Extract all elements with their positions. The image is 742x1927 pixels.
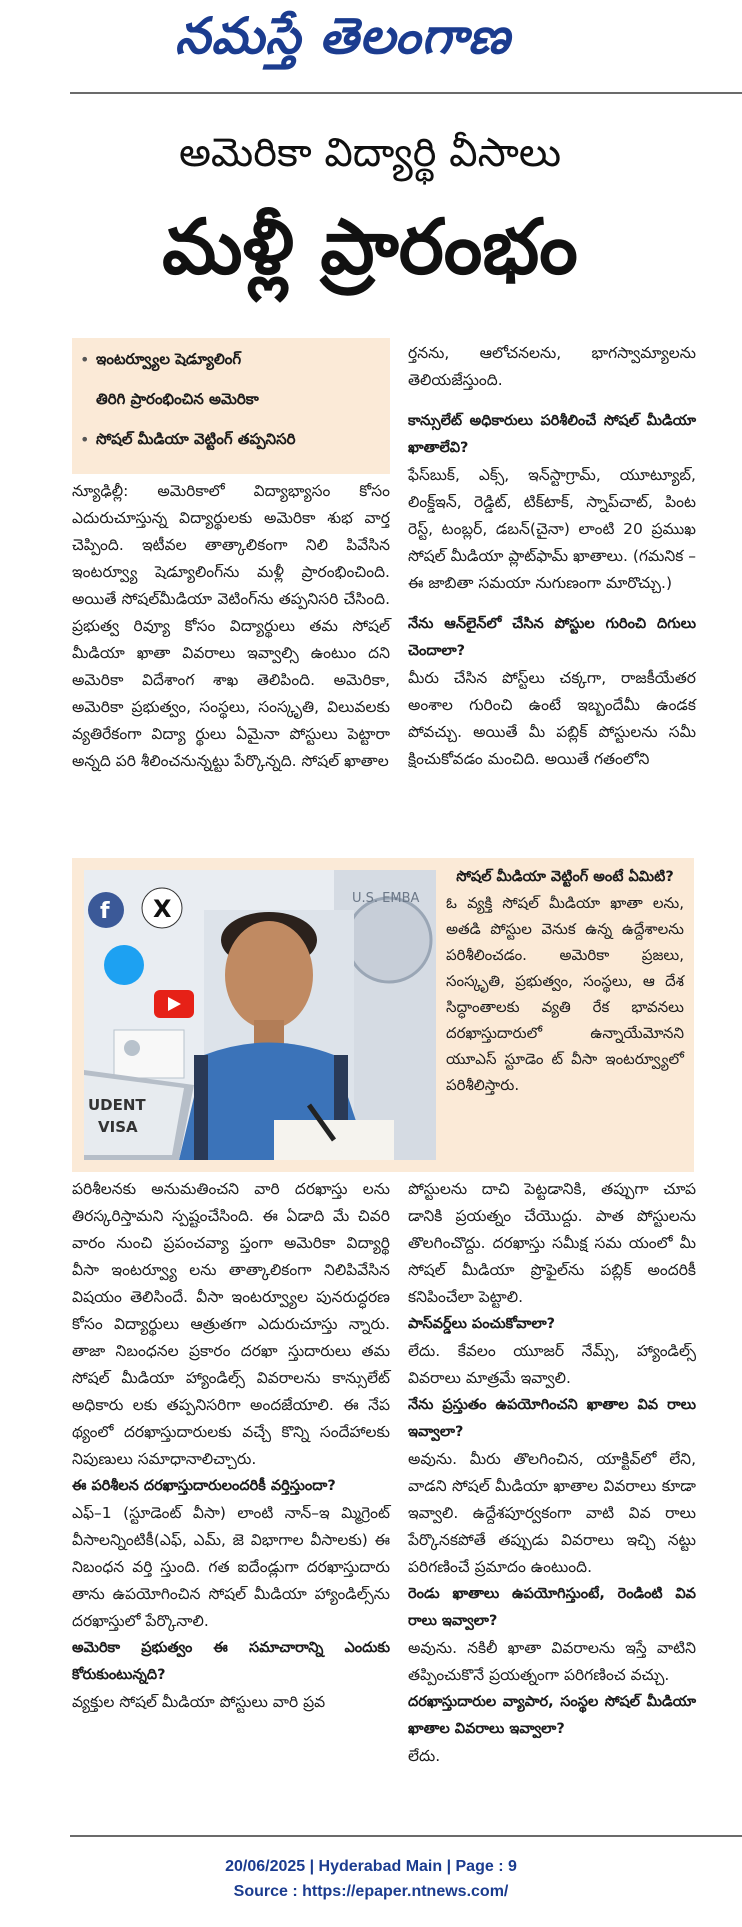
body-paragraph: పోస్టులను దాచి పెట్టడానికి, తప్పుగా చూప డానికి ప్రయత్నం చేయొద్దు. పాత పోస్టులను తొలగించొద్దు. దరఖాస్తు సమీక్ష సమ యంలో మీ సోషల్ మీడియా ప్రొఫైల్‌ను పబ్లిక్ అందరికీ కనిపించేలా పెట్టాలి. xyxy=(408,1180,696,1306)
article-headline: మళ్లీ ప్రారంభం xyxy=(162,202,578,291)
newspaper-logo: నమస్తే తెలంగాణ xyxy=(175,6,511,65)
column-1-top xyxy=(72,478,390,775)
footer-source-link[interactable]: Source : https://epaper.ntnews.com/ xyxy=(233,1883,509,1900)
column-1-bottom xyxy=(72,1176,390,1716)
column-2-top xyxy=(408,340,696,773)
body-paragraph: ర్తనను, ఆలోచనలను, భాగస్వామ్యాలను తెలియజేస్తుంది. xyxy=(408,344,696,389)
student-face xyxy=(225,921,313,1029)
highlights-box xyxy=(72,338,390,474)
feature-title: సోషల్ మీడియా వెట్టింగ్ అంటే ఏమిటి? xyxy=(456,869,674,885)
question-heading: దరఖాస్తుదారుల వ్యాపార, సంస్థల సోషల్ మీడియా ఖాతాల వివరాలు ఇవ్వాలా? xyxy=(408,1694,696,1737)
answer-paragraph: లేదు. కేవలం యూజర్ నేమ్స్, హ్యాండిల్స్ వివరాలు మాత్రమే ఇవ్వాలి. xyxy=(408,1342,696,1387)
question-heading: అమెరికా ప్రభుత్వం ఈ సమాచారాన్ని ఎందుకు కోరుకుంటున్నది? xyxy=(72,1640,390,1683)
feature-text xyxy=(446,864,684,1098)
column-2-bottom xyxy=(408,1176,696,1770)
bullet-icon: • xyxy=(80,430,90,449)
answer-paragraph: మీరు చేసిన పోస్ట్‌లు చక్కగా, రాజకీయేతర అంశాల గురించి ఉంటే ఇబ్బందేమీ ఉండక పోవచ్చు. అయితే మీ పబ్లిక్ పోస్టులను సమీ క్షించుకోవడం మంచిది. అయితే గతంలోని xyxy=(408,669,696,768)
answer-paragraph: అవును. నకిలీ ఖాతా వివరాలను ఇస్తే వాటిని తప్పించుకొనే ప్రయత్నంగా పరిగణించ వచ్చు. xyxy=(408,1639,696,1684)
question-heading: పాస్‌వర్డ్‌లు పంచుకోవాలా? xyxy=(408,1316,556,1332)
bullet-icon: • xyxy=(80,350,90,369)
profile-card-icon xyxy=(114,1030,184,1078)
feature-box xyxy=(72,858,694,1172)
question-heading: నేను ప్రస్తుతం ఉపయోగించని ఖాతాల వివ రాలు ఇవ్వాలా? xyxy=(408,1397,696,1440)
embassy-seal-text: U.S. EMBA xyxy=(352,891,420,906)
student-visa-illustration xyxy=(84,870,436,1160)
masthead-divider xyxy=(70,92,742,94)
highlight-item: ఇంటర్వ్యూల షెడ్యూలింగ్ xyxy=(96,350,242,368)
answer-paragraph: వ్యక్తుల సోషల్ మీడియా పోస్టులు వారి ప్రవ xyxy=(72,1693,326,1711)
highlight-item: సోషల్ మీడియా వెట్టింగ్ తప్పనిసరి xyxy=(96,430,296,448)
svg-text:f: f xyxy=(100,899,110,924)
body-paragraph: పరిశీలనకు అనుమతించని వారి దరఖాస్తు లను తిరస్కరిస్తామని స్పష్టంచేసింది. ఈ ఏడాది మే చివరి వారం నుంచి ప్రపంచవ్యా ప్తంగా అమెరికా విద్యార్థి వీసా ఇంటర్వ్యూ లను తాత్కాలికంగా నిలిపివేసిన విషయం తెలిసిందే. వీసా ఇంటర్వ్యూల పునరుద్ధరణ కోసం విద్యార్థులు ఆత్రుతగా ఎదురుచూస్తు న్నారు. తాజా నిబంధనల ప్రకారం దరఖా స్తుదారులు తమ సోషల్ మీడియా హ్యాండిల్స్ వివరాలను కాన్సులేట్ అధికారు లకు తప్పనిసరిగా అందజేయాలి. ఈ నేప థ్యంలో దరఖాస్తుదారులకు వచ్చే కొన్ని సందేహాలకు నిపుణులు సమాధానాలిచ్చారు. xyxy=(72,1180,390,1468)
question-heading: కాన్సులేట్ అధికారులు పరిశీలించే సోషల్ మీడియా ఖాతాలేవి? xyxy=(408,413,696,456)
question-heading: రెండు ఖాతాలు ఉపయోగిస్తుంటే, రెండింటి వివ రాలు ఇవ్వాలా? xyxy=(408,1586,696,1629)
footer-edition-info: 20/06/2025 | Hyderabad Main | Page : 9 xyxy=(225,1858,517,1875)
laptop-text-1: UDENT xyxy=(88,1096,146,1114)
answer-paragraph: లేదు. xyxy=(408,1747,441,1765)
answer-paragraph: ఎఫ్–1 (స్టూడెంట్ వీసా) లాంటి నాన్–ఇ మ్మిగ్రెంట్ వీసాలన్నింటికీ(ఎఫ్, ఎమ్, జె విభాగాల వీసాలకు) ఈ నిబంధన వర్తి స్తుంది. గత ఐదేండ్లుగా దరఖాస్తుదారు తాను ఉపయోగించిన సోషల్ మీడియా హ్యాండిల్స్‌ను దరఖాస్తులో పేర్కొనాలి. xyxy=(72,1504,390,1630)
body-paragraph: న్యూఢిల్లీ: అమెరికాలో విద్యాభ్యాసం కోసం ఎదురుచూస్తున్న విద్యార్థులకు అమెరికా శుభ వార్త చెప్పింది. ఇటీవల తాత్కాలికంగా నిలి పివేసిన ఇంటర్వ్యూ షెడ్యూలింగ్‌ను మళ్లీ ప్రారంభించింది. అయితే సోషల్‌మీడియా వెటింగ్‌ను తప్పనిసరి చేసింది. ప్రభుత్వ రివ్యూ కోసం విద్యార్థులు తమ సోషల్ మీడియా ఖాతా వివరాలు ఇవ్వాల్సి ఉంటుం దని అమెరికా విదేశాంగ శాఖ తెలిపింది. అమెరికా, అమెరికా ప్రభుత్వం, సంస్థలు, సంస్కృతి, విలువలకు వ్యతిరేకంగా విద్యా ర్థులు ఏమైనా పోస్టులు పెట్టారా అన్నది పరి శీలించనున్నట్టు పేర్కొన్నది. సోషల్ ఖాతాల xyxy=(72,482,390,770)
masthead xyxy=(0,0,742,90)
question-heading: నేను ఆన్‌లైన్‌లో చేసిన పోస్టుల గురించి దిగులు చెందాలా? xyxy=(408,616,696,659)
laptop-text-2: VISA xyxy=(98,1118,138,1136)
footer-divider xyxy=(70,1835,742,1837)
highlight-item: తిరిగి ప్రారంభించిన అమెరికా xyxy=(96,390,259,408)
svg-text:X: X xyxy=(153,895,172,923)
feature-body: ఓ వ్యక్తి సోషల్ మీడియా ఖాతా లను, అతడి పోస్టుల వెనుక ఉన్న ఉద్దేశాలను పరిశీలించడం. అమెరికా ప్రజలు, సంస్కృతి, ప్రభుత్వం, సంస్థలు, ఆ దేశ సిద్ధాంతాలకు వ్యతి రేక భావనలు దరఖాస్తుదారులో ఉన్నాయేమోనని యూఎస్ స్టూడెం ట్ వీసా ఇంటర్వ్యూలో పరిశీలిస్తారు. xyxy=(446,894,684,1094)
twitter-icon xyxy=(104,945,144,985)
answer-paragraph: ఫేస్‌బుక్, ఎక్స్, ఇన్‌స్టాగ్రామ్, యూట్యూబ్, లింక్డ్ఇన్, రెడ్డిట్, టిక్‌టాక్, స్నాప్‌చాట్, పింట రెస్ట్, టంబ్లర్, డబన్(చైనా) లాంటి 20 ప్రముఖ సోషల్ మీడియా ప్లాట్‌ఫామ్ ఖాతాలు. (గమనిక – ఈ జాబితా సమయా నుగుణంగా మారొచ్చు.) xyxy=(408,466,696,592)
article-kicker: అమెరికా విద్యార్థి వీసాలు xyxy=(178,130,562,176)
question-heading: ఈ పరిశీలన దరఖాస్తుదారులందరికీ వర్తిస్తుందా? xyxy=(72,1478,336,1494)
answer-paragraph: అవును. మీరు తొలగించిన, యాక్టివ్‌లో లేని, వాడని సోషల్ మీడియా ఖాతాల వివరాలు కూడా ఇవ్వాలి. ఉద్దేశపూర్వకంగా వాటి వివ రాలు పేర్కొనకపోతే తప్పుడు వివరాలు ఇచ్చి నట్టు పరిగణించే ప్రమాదం ఉంటుంది. xyxy=(408,1450,696,1576)
